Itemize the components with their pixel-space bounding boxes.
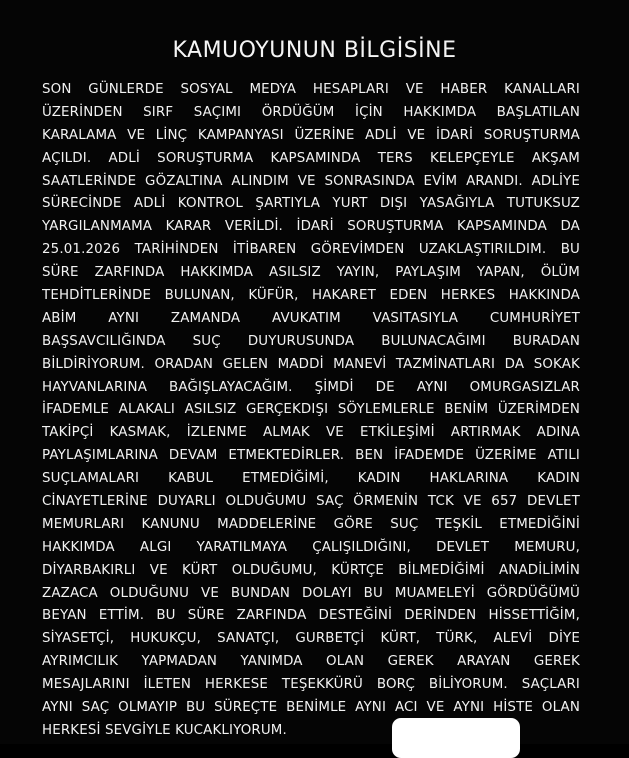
body-line: SAATLERİNDE GÖZALTINA ALINDIM VE SONRASINDA EVİM ARANDI. ADLİYE	[42, 173, 580, 189]
body-line: SON GÜNLERDE SOSYAL MEDYA HESAPLARI VE HABER KANALLARI	[42, 82, 580, 97]
body-line: ÜZERİNDEN SIRF SAÇIMI ÖRDÜĞÜM İÇİN HAKKIMDA BAŞLATILAN	[42, 104, 580, 120]
announcement-body	[42, 79, 580, 743]
body-line: AYRIMCILIK YAPMADAN YANIMDA OLAN GEREK ARAYAN GEREK	[42, 654, 580, 670]
body-line: YARGILANMAMA KARAR VERİLDİ. İDARİ SORUŞTURMA KAPSAMINDA DA	[42, 219, 580, 235]
body-line: HERKESİ SEVGİYLE KUCAKLIYORUM.	[42, 722, 287, 738]
body-line: TEHDİTLERİNDE BULUNAN, KÜFÜR, HAKARET EDEN HERKES HAKKINDA	[42, 288, 580, 304]
body-line: SİYASETÇİ, HUKUKÇU, SANATÇI, GURBETÇİ KÜRT, TÜRK, ALEVİ DİYE	[42, 631, 580, 647]
body-line: AÇILDI. ADLİ SORUŞTURMA KAPSAMINDA TERS KELEPÇEYLE AKŞAM	[42, 150, 580, 166]
body-line: İFADEMLE ALAKALI ASILSIZ GERÇEKDIŞI SÖYLEMLERLE BENİM ÜZERİMDEN	[42, 402, 580, 418]
body-line: HAKKIMDA ALGI YARATILMAYA ÇALIŞILDIĞINI, DEVLET MEMURU,	[42, 539, 580, 555]
body-line: SÜRE ZARFINDA HAKKIMDA ASILSIZ YAYIN, PAYLAŞIM YAPAN, ÖLÜM	[42, 265, 580, 281]
body-line: ZAZACA OLDUĞUNU VE BUNDAN DOLAYI BU MUAMELEYİ GÖRDÜĞÜMÜ	[42, 585, 580, 601]
body-line: MESAJLARINI İLETEN HERKESE TEŞEKKÜRÜ BORÇ BİLİYORUM. SAÇLARI	[42, 677, 580, 693]
body-line: TAKİPÇİ KASMAK, İZLENME ALMAK VE ETKİLEŞİMİ ARTIRMAK ADINA	[42, 425, 580, 441]
announcement-title: KAMUOYUNUN BİLGİSİNE	[172, 38, 457, 63]
body-line: SÜRECİNDE ADLİ KONTROL ŞARTIYLA YURT DIŞI YASAĞIYLA TUTUKSUZ	[42, 196, 580, 212]
body-line: DİYARBAKIRLI VE KÜRT OLDUĞUMU, KÜRTÇE BİLMEDİĞİMİ ANADİLİMİN	[42, 562, 580, 578]
body-line: PAYLAŞIMLARINA DEVAM ETMEKTEDİRLER. BEN İFADEMDE ÜZERİME ATILI	[42, 448, 580, 464]
body-line: SUÇLAMALARI KABUL ETMEDİĞİMİ, KADIN HAKLARINA KADIN	[42, 471, 580, 487]
body-line: MEMURLARI KANUNU MADDELERİNE GÖRE SUÇ TEŞKİL ETMEDİĞİNİ	[42, 516, 580, 532]
body-line: BAŞSAVCILIĞINDA SUÇ DUYURUSUNDA BULUNACAĞIMI BURADAN	[42, 333, 580, 349]
body-line: HAYVANLARINA BAĞIŞLAYACAĞIM. ŞİMDİ DE AYNI OMURGASIZLAR	[42, 379, 580, 395]
body-line: ABİM AYNI ZAMANDA AVUKATIM VASITASIYLA CUMHURİYET	[42, 310, 580, 326]
overlay-pill-button[interactable]	[392, 718, 520, 758]
body-line: AYNI SAÇ OLMAYIP BU SÜREÇTE BENİMLE AYNI ACI VE AYNI HİSTE OLAN	[42, 700, 580, 716]
body-line: BEYAN ETTİM. BU SÜRE ZARFINDA DESTEĞİNİ DERİNDEN HİSSETTİĞİM,	[42, 608, 580, 624]
body-line: 25.01.2026 TARİHİNDEN İTİBAREN GÖREVİMDEN UZAKLAŞTIRILDIM. BU	[42, 242, 580, 258]
body-line: KARALAMA VE LİNÇ KAMPANYASI ÜZERİNE ADLİ VE İDARİ SORUŞTURMA	[42, 127, 580, 143]
body-line: BİLDİRİYORUM. ORADAN GELEN MADDİ MANEVİ TAZMİNATLARI DA SOKAK	[42, 356, 580, 372]
body-line: CİNAYETLERİNE DUYARLI OLDUĞUMU SAÇ ÖRMENİN TCK VE 657 DEVLET	[42, 494, 580, 510]
